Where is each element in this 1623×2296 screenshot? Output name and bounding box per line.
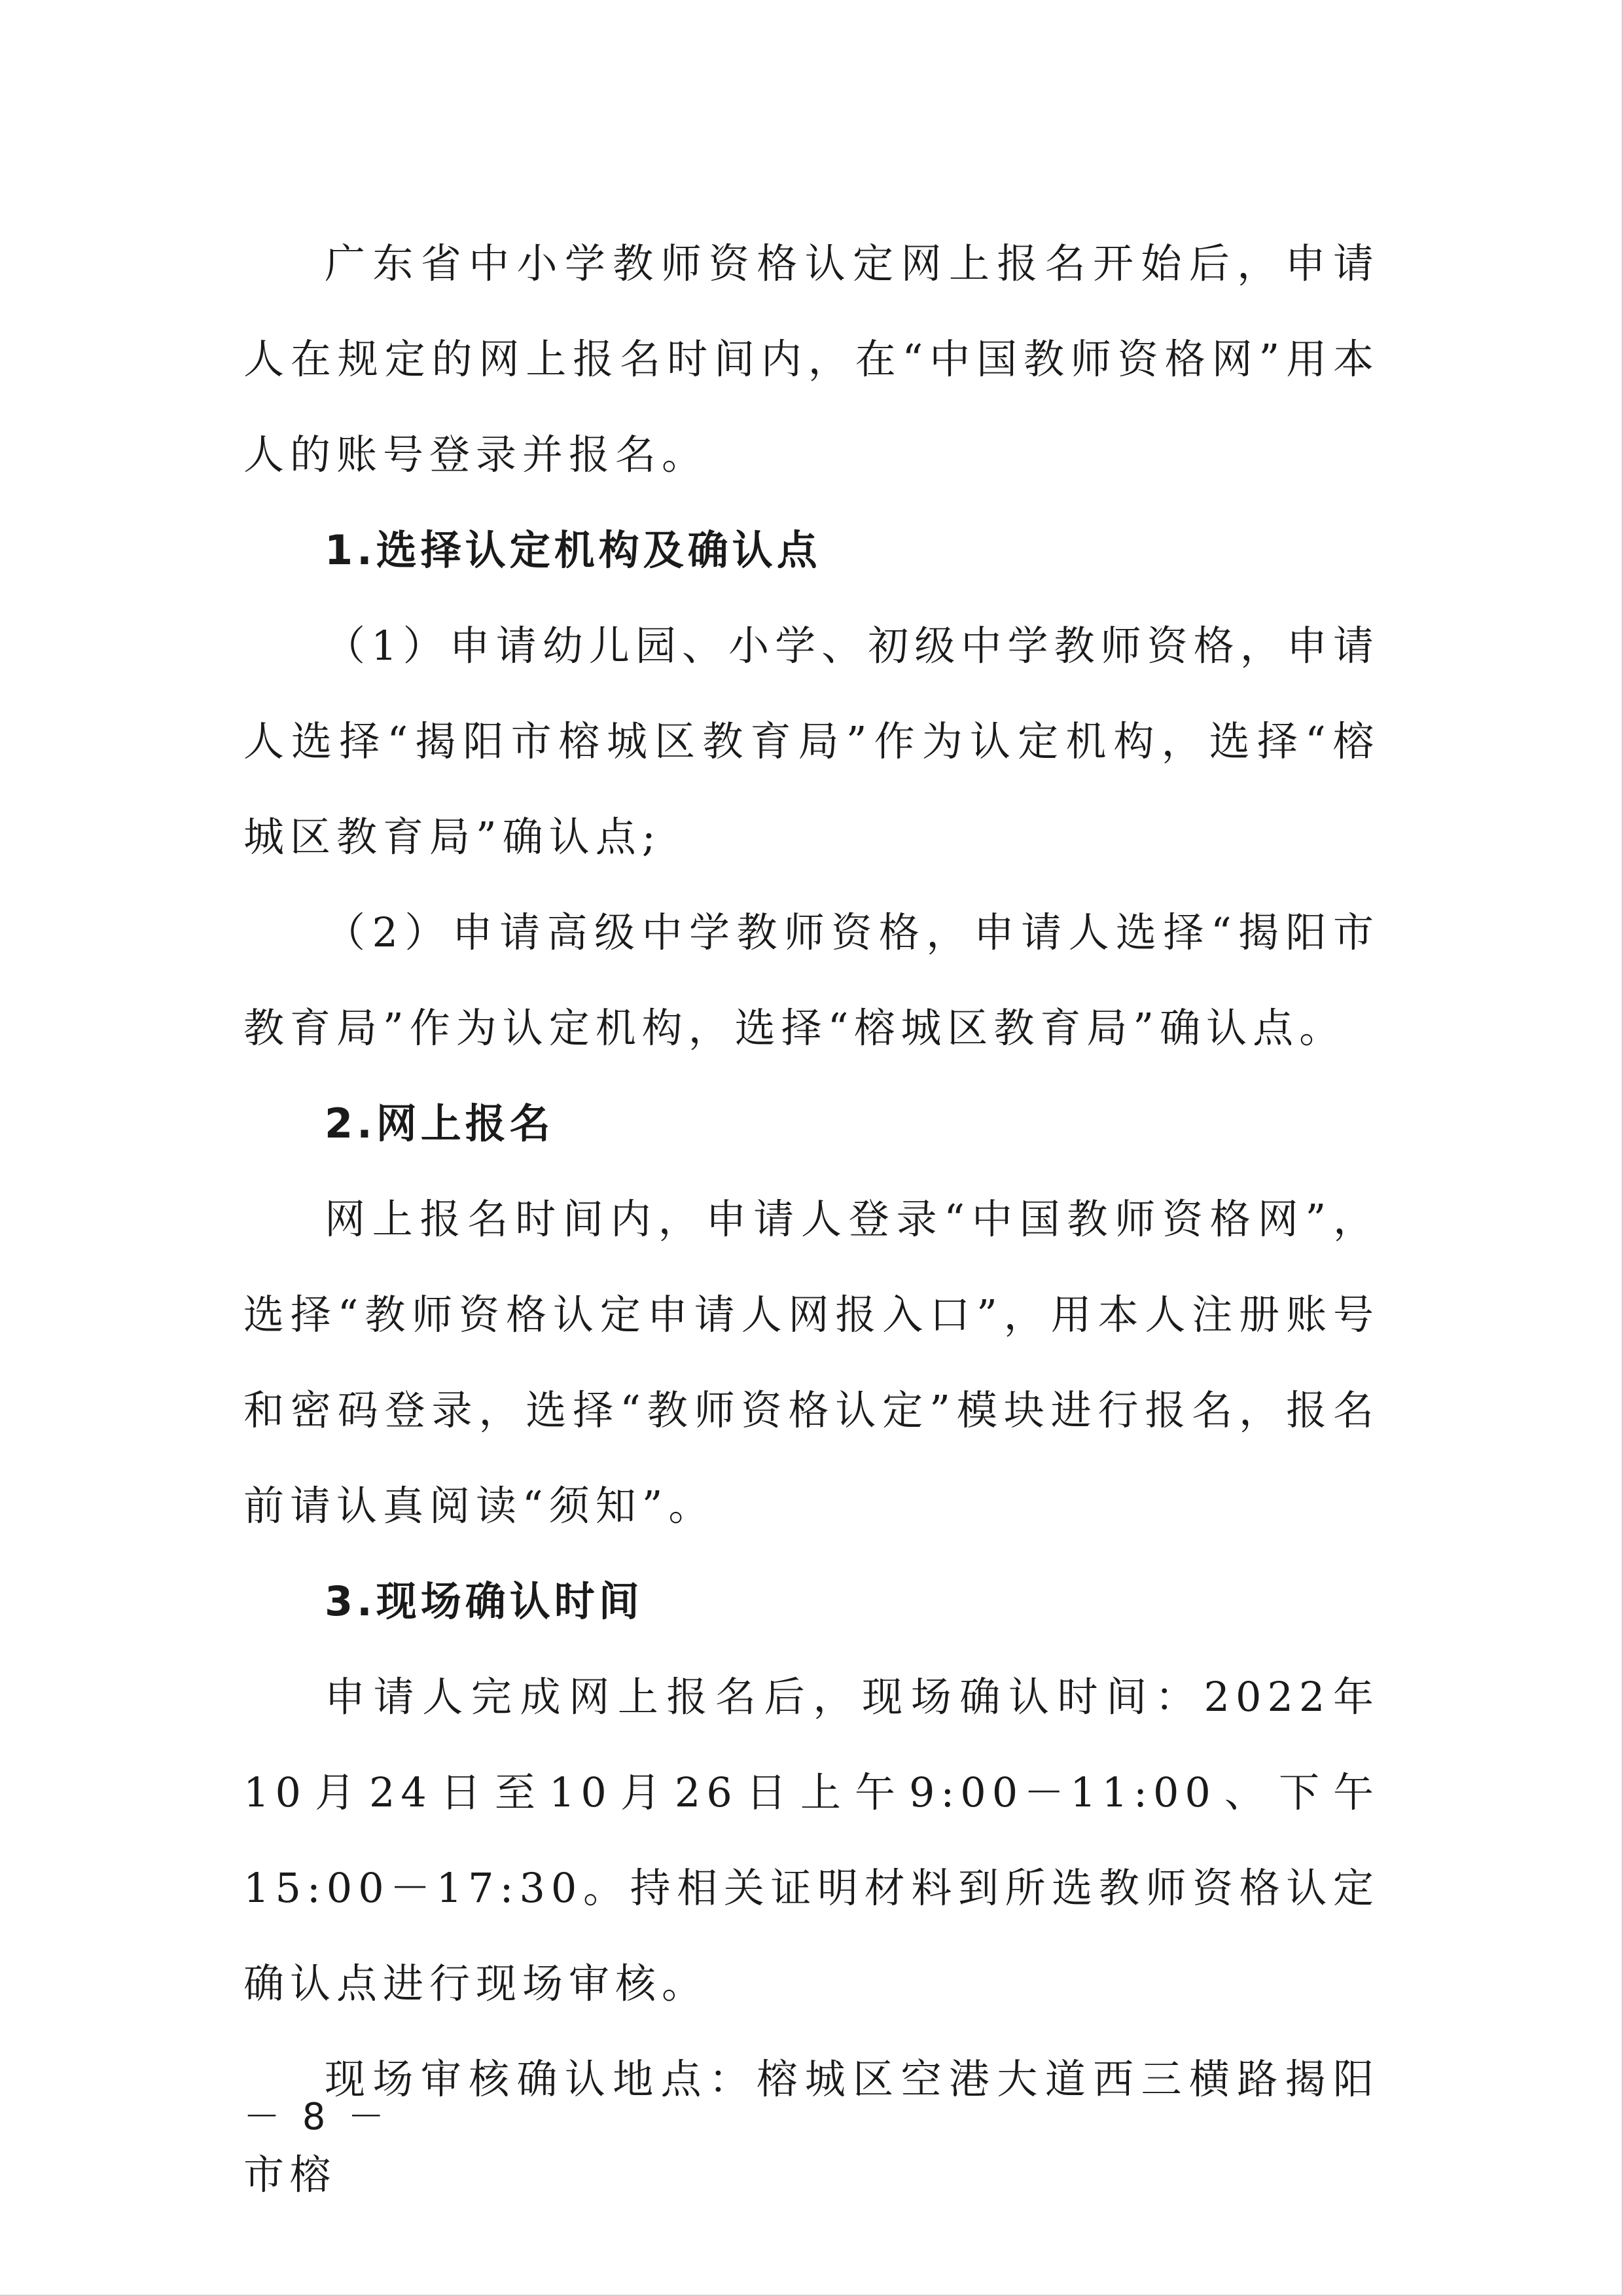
section-1-item-2: （2）申请高级中学教师资格，申请人选择“揭阳市教育局”作为认定机构，选择“榕城区教育局”确认点。 — [243, 908, 1380, 1052]
page-number: － 8 － — [243, 2096, 390, 2138]
section-3-location: 现场审核确认地点：榕城区空港大道西三横路揭阳市榕 — [243, 2055, 1380, 2198]
section-2-heading: 2.网上报名 — [325, 1100, 554, 1147]
section-3-heading: 3.现场确认时间 — [325, 1577, 643, 1625]
section-2-body: 网上报名时间内，申请人登录“中国教师资格网”，选择“教师资格认定申请人网报入口”，用本人注册账号和密码登录，选择“教师资格认定”模块进行报名，报名前请认真阅读“须知”。 — [243, 1195, 1380, 1530]
document-body — [243, 216, 1380, 2223]
section-1-item-1: （1）申请幼儿园、小学、初级中学教师资格，申请人选择“揭阳市榕城区教育局”作为认定机构，选择“榕城区教育局”确认点; — [243, 622, 1380, 861]
section-1-heading: 1.选择认定机构及确认点 — [325, 526, 821, 574]
intro-paragraph: 广东省中小学教师资格认定网上报名开始后，申请人在规定的网上报名时间内，在“中国教师资格网”用本人的账号登录并报名。 — [243, 240, 1380, 478]
section-3-body: 申请人完成网上报名后，现场确认时间：2022年10月24日至10月26日上午9:00－11:00、下午15:00－17:30。持相关证明材料到所选教师资格认定确认点进行现场审核。 — [243, 1673, 1380, 2007]
